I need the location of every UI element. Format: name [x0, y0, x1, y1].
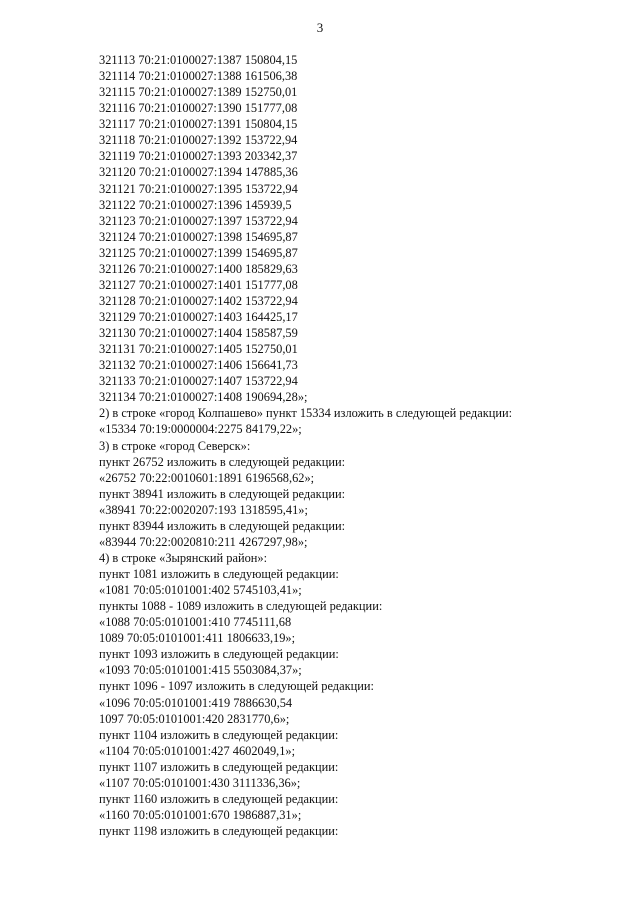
text-line: 321116 70:21:0100027:1390 151777,08 [99, 101, 298, 116]
text-line: 321128 70:21:0100027:1402 153722,94 [99, 293, 298, 308]
text-line: 321119 70:21:0100027:1393 203342,37 [99, 149, 298, 164]
text-line: 321120 70:21:0100027:1394 147885,36 [99, 165, 298, 180]
text-line: «1104 70:05:0101001:427 4602049,1»; [99, 743, 296, 758]
text-line: 321133 70:21:0100027:1407 153722,94 [99, 374, 298, 389]
text-line: пункт 1093 изложить в следующей редакции: [99, 647, 339, 662]
text-line: 4) в строке «Зырянский район»: [99, 550, 268, 565]
text-line: «26752 70:22:0010601:1891 6196568,62»; [99, 470, 315, 485]
page-number: 3 [316, 20, 324, 35]
text-line: пункт 1081 изложить в следующей редакции: [99, 567, 339, 581]
text-line: 321122 70:21:0100027:1396 145939,5 [99, 197, 292, 212]
text-line: пункт 1198 изложить в следующей редакции: [99, 824, 339, 838]
text-line: 321114 70:21:0100027:1388 161506,38 [99, 69, 298, 84]
text-line: пункт 1107 изложить в следующей редакции: [99, 759, 339, 774]
text-line: 321115 70:21:0100027:1389 152750,01 [99, 85, 298, 100]
text-line: «1088 70:05:0101001:410 7745111,68 [99, 615, 292, 630]
text-line: пункт 1096 - 1097 изложить в следующей редакции: [99, 679, 374, 694]
text-line: 321130 70:21:0100027:1404 158587,59 [99, 326, 298, 341]
text-line: 321129 70:21:0100027:1403 164425,17 [99, 310, 298, 324]
text-line: 2) в строке «город Колпашево» пункт 15334 изложить в следующей редакции: [99, 406, 513, 421]
text-line: 321113 70:21:0100027:1387 150804,15 [99, 53, 298, 67]
text-line: пункт 83944 изложить в следующей редакции: [99, 518, 346, 533]
text-line: «38941 70:22:0020207:193 1318595,41»; [99, 502, 308, 517]
text-line: пункт 1104 изложить в следующей редакции: [99, 727, 339, 742]
text-line: пункт 1160 изложить в следующей редакции: [99, 791, 339, 806]
text-line: 321121 70:21:0100027:1395 153722,94 [99, 181, 298, 196]
text-line: 1089 70:05:0101001:411 1806633,19»; [99, 631, 296, 646]
text-line: «83944 70:22:0020810:211 4267297,98»; [99, 534, 308, 549]
text-line: «1081 70:05:0101001:402 5745103,41»; [99, 583, 302, 598]
text-line: пункты 1088 - 1089 изложить в следующей редакции: [99, 599, 383, 614]
text-line: «1093 70:05:0101001:415 5503084,37»; [99, 663, 302, 678]
text-line: «15334 70:19:0000004:2275 84179,22»; [99, 422, 302, 437]
text-line: 321123 70:21:0100027:1397 153722,94 [99, 213, 298, 228]
text-line: 321117 70:21:0100027:1391 150804,15 [99, 117, 298, 132]
document-body [99, 52, 619, 839]
text-line: 321124 70:21:0100027:1398 154695,87 [99, 229, 298, 244]
text-line: пункт 26752 изложить в следующей редакции: [99, 454, 346, 469]
text-line: 321134 70:21:0100027:1408 190694,28»; [99, 390, 308, 405]
text-line: 321125 70:21:0100027:1399 154695,87 [99, 245, 298, 260]
text-line: 321131 70:21:0100027:1405 152750,01 [99, 342, 298, 357]
text-line: 321126 70:21:0100027:1400 185829,63 [99, 261, 298, 276]
text-line: «1160 70:05:0101001:670 1986887,31»; [99, 807, 302, 822]
text-line: «1107 70:05:0101001:430 3111336,36»; [99, 775, 301, 790]
text-line: «1096 70:05:0101001:419 7886630,54 [99, 695, 293, 710]
text-line: пункт 38941 изложить в следующей редакции: [99, 486, 346, 501]
text-line: 321118 70:21:0100027:1392 153722,94 [99, 133, 298, 148]
text-line: 321127 70:21:0100027:1401 151777,08 [99, 277, 298, 292]
text-line: 3) в строке «город Северск»: [99, 438, 251, 453]
text-line: 1097 70:05:0101001:420 2831770,6»; [99, 711, 290, 726]
text-line: 321132 70:21:0100027:1406 156641,73 [99, 358, 298, 373]
